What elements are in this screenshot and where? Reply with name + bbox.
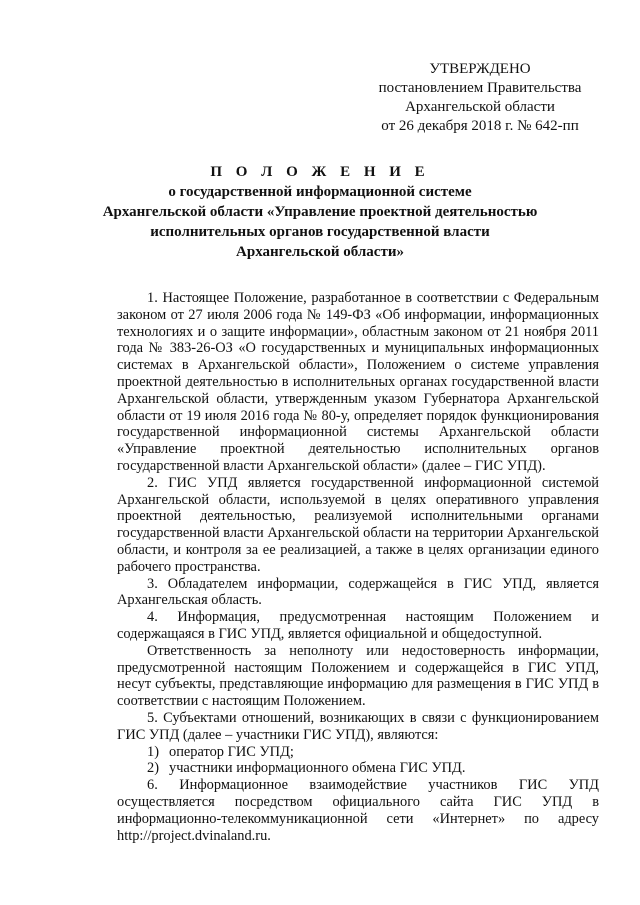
paragraph-6: 6. Информационное взаимодействие участников ГИС УПД осуществляется посредством официального сайта ГИС УПД в информационно-телекоммуникационной сети «Интернет» по адресу http://project.dvinaland.ru. [117, 777, 599, 844]
paragraph-1: 1. Настоящее Положение, разработанное в соответствии с Федеральным законом от 27 июля 2006 года № 149-ФЗ «Об информации, информационных технологиях и о защите информации», областным законом от 21 ноября 2011 года № 383-26-ОЗ «О государственных и муниципальных информационных системах в Архангельской области», Положением о системе управления проектной деятельностью в исполнительных органах государственной власти Архангельской области, утвержденным указом Губернатора Архангельской области от 19 июля 2016 года № 80-у, определяет порядок функционирования государственной информационной системы Архангельской области «Управление проектной деятельностью исполнительных органов государственной власти Архангельской области» (далее – ГИС УПД). [117, 290, 599, 474]
list-item-number: 2) [147, 760, 159, 777]
paragraph-5: 5. Субъектами отношений, возникающих в связи с функционированием ГИС УПД (далее – участники ГИС УПД), являются: [117, 709, 599, 743]
title-line-3: исполнительных органов государственной власти [150, 224, 490, 240]
approval-line-decree: постановлением Правительства [378, 80, 582, 96]
title-line-1: о государственной информационной системе [168, 184, 472, 200]
paragraph-3: 3. Обладателем информации, содержащейся в ГИС УПД, является Архангельская область. [117, 575, 599, 609]
list-item-number: 1) [147, 743, 159, 760]
list-item [117, 744, 599, 761]
list-item-text: участники информационного обмена ГИС УПД. [169, 760, 466, 777]
paragraph-4-responsibility: Ответственность за неполноту или недостоверность информации, предусмотренной настоящим Положением и содержащейся в ГИС УПД, несут субъекты, представляющие информацию для размещения в ГИС УПД в соответствии с настоящим Положением. [117, 642, 599, 710]
paragraph-2: 2. ГИС УПД является государственной информационной системой Архангельской области, используемой в целях оперативного управления проектной деятельностью, реализуемой исполнительными органами государственной власти Архангельской области на территории Архангельской области, и контроля за ее реализацией, а также в целях организации единого рабочего пространства. [117, 474, 599, 575]
document-title [100, 162, 540, 262]
approval-line-approved: УТВЕРЖДЕНО [429, 61, 531, 77]
document-body [117, 290, 599, 844]
paragraph-4: 4. Информация, предусмотренная настоящим Положением и содержащаяся в ГИС УПД, является официальной и общедоступной. [117, 609, 599, 642]
title-line-2: Архангельской области «Управление проектной деятельностью [102, 204, 538, 220]
title-heading: П О Л О Ж Е Н И Е [210, 164, 430, 180]
approval-stamp [360, 60, 600, 136]
list-item-text: оператор ГИС УПД; [169, 743, 294, 760]
list-item [117, 760, 599, 777]
approval-line-region: Архангельской области [405, 99, 555, 115]
approval-line-date: от 26 декабря 2018 г. № 642-пп [381, 118, 579, 134]
title-line-4: Архангельской области» [236, 244, 404, 260]
